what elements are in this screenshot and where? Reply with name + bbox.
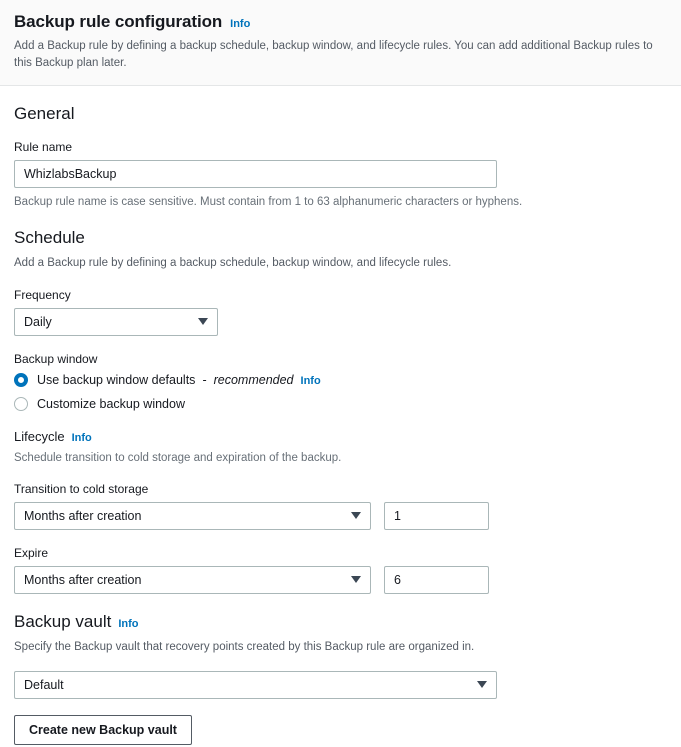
chevron-down-icon [351, 576, 361, 583]
chevron-down-icon [198, 318, 208, 325]
section-heading-backup-vault [14, 612, 667, 632]
form-content [0, 104, 681, 744]
backup-vault-select[interactable] [14, 671, 497, 699]
create-backup-vault-button[interactable]: Create new Backup vault [14, 715, 192, 745]
section-heading-schedule [14, 228, 667, 248]
frequency-label: Frequency [14, 287, 71, 302]
sub-heading-lifecycle [14, 429, 667, 444]
section-heading-schedule-label: Schedule [14, 228, 85, 248]
backup-vault-description: Specify the Backup vault that recovery points created by this Backup rule are organized in. [14, 640, 475, 653]
backup-vault-selected-value: Default [24, 677, 64, 692]
rule-name-hint: Backup rule name is case sensitive. Must contain from 1 to 63 alphanumeric characters or hyphens. [14, 196, 523, 209]
expire-row [14, 566, 667, 594]
transition-unit-value: Months after creation [24, 508, 142, 523]
radio-label-recommended: recommended [213, 372, 294, 387]
transition-row [14, 502, 667, 530]
backup-vault-info-link[interactable]: Info [118, 617, 139, 630]
radio-label-defaults [37, 373, 321, 387]
frequency-selected-value: Daily [24, 314, 52, 329]
panel-header [0, 0, 681, 86]
schedule-description: Add a Backup rule by defining a backup schedule, backup window, and lifecycle rules. [14, 257, 452, 270]
radio-icon-selected[interactable] [14, 373, 28, 387]
panel-title-row [14, 12, 667, 32]
expire-label: Expire [14, 545, 49, 560]
radio-icon-unselected[interactable] [14, 397, 28, 411]
frequency-select[interactable] [14, 308, 218, 336]
backup-window-radio-group [14, 373, 667, 411]
page-title: Backup rule configuration [14, 12, 223, 31]
chevron-down-icon [477, 681, 487, 688]
radio-label-customize-text: Customize backup window [37, 396, 185, 411]
radio-label-defaults-text: Use backup window defaults [37, 372, 196, 387]
section-heading-general [14, 104, 667, 124]
chevron-down-icon [351, 512, 361, 519]
section-heading-backup-vault-label: Backup vault [14, 611, 112, 631]
backup-window-label: Backup window [14, 351, 98, 366]
transition-value-input[interactable] [384, 502, 489, 530]
transition-label: Transition to cold storage [14, 481, 149, 496]
radio-label-separator: - [202, 372, 207, 387]
transition-unit-select[interactable] [14, 502, 371, 530]
backup-window-info-link[interactable]: Info [300, 374, 321, 387]
rule-name-input[interactable] [14, 160, 497, 188]
panel-description: Add a Backup rule by defining a backup schedule, backup window, and lifecycle rules. You can add additional Backup rules to this Backup plan later. [14, 40, 653, 69]
expire-unit-select[interactable] [14, 566, 371, 594]
expire-unit-value: Months after creation [24, 572, 142, 587]
lifecycle-description: Schedule transition to cold storage and expiration of the backup. [14, 451, 342, 464]
radio-customize-backup-window[interactable] [14, 397, 667, 411]
section-heading-general-label: General [14, 104, 75, 124]
header-info-link[interactable]: Info [230, 18, 251, 30]
rule-name-label: Rule name [14, 140, 73, 155]
lifecycle-info-link[interactable]: Info [71, 431, 92, 444]
expire-value-input[interactable] [384, 566, 489, 594]
sub-heading-lifecycle-label: Lifecycle [14, 428, 65, 444]
radio-label-customize [37, 397, 185, 411]
radio-use-backup-window-defaults[interactable] [14, 373, 667, 387]
